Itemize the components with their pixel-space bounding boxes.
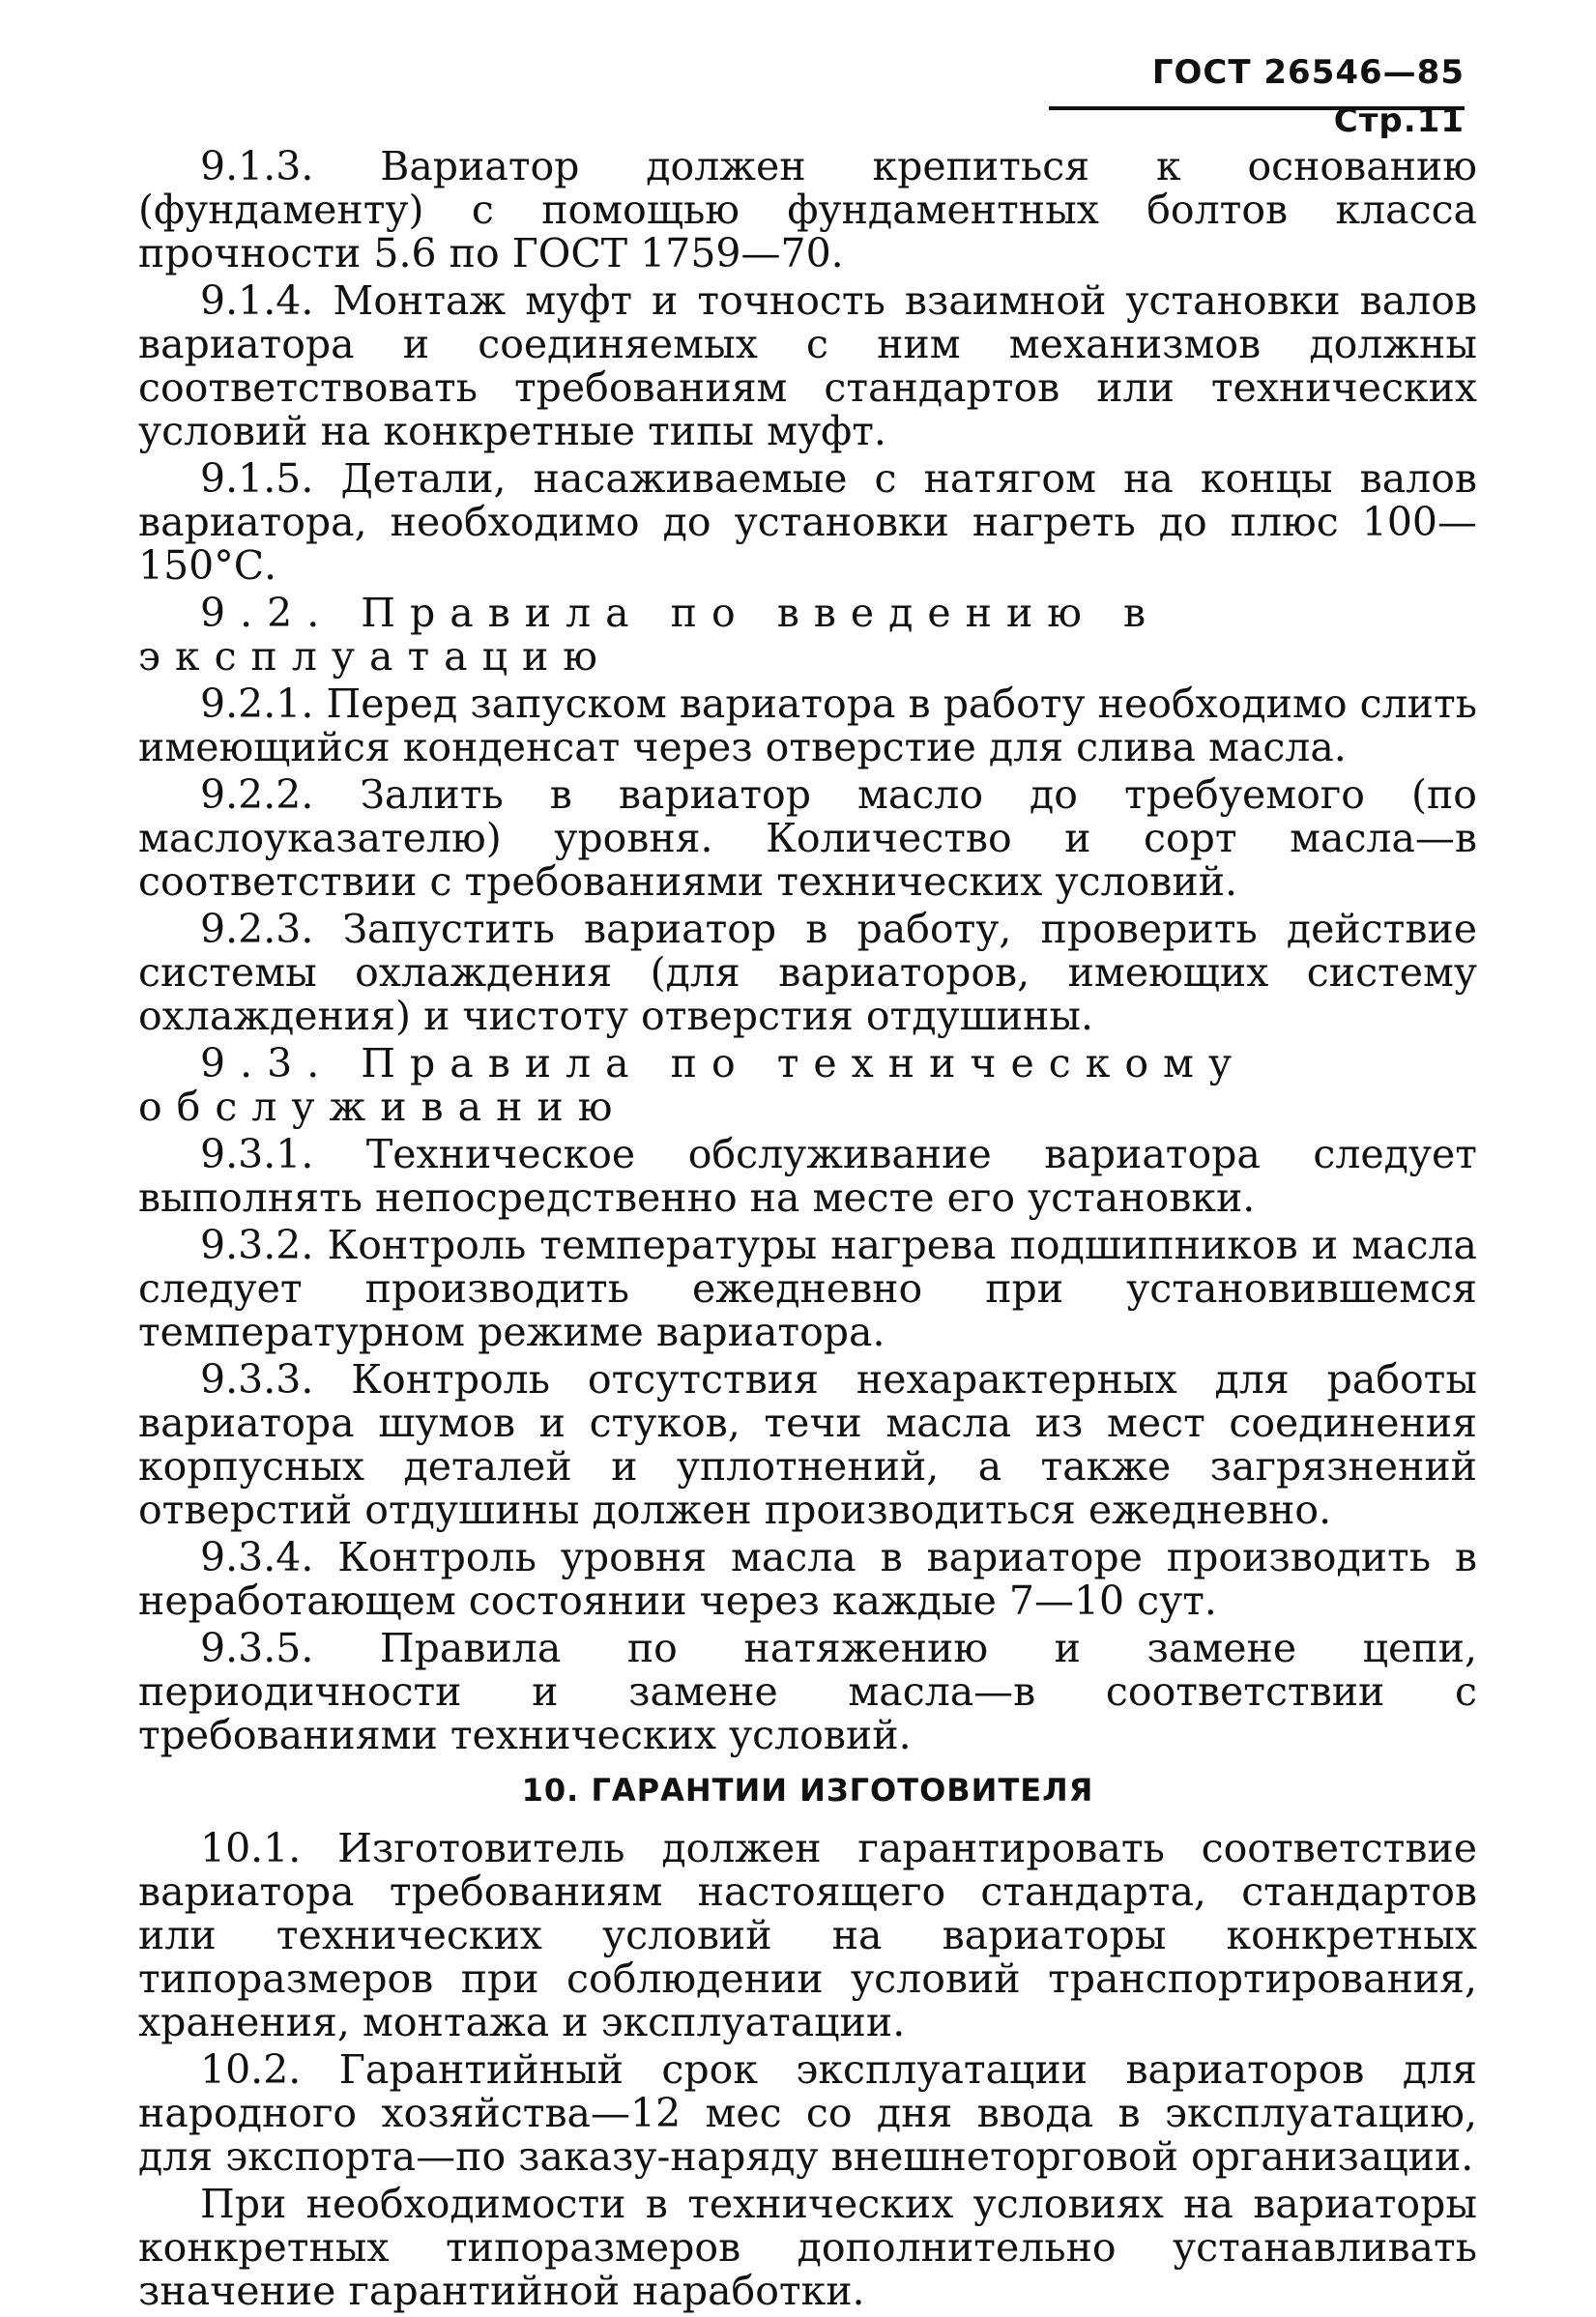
subheading-9-3: 9.3. Правила по техническому обслуживанию [138,1040,1247,1130]
running-title: ГОСТ 26546—85 Стр.11 [1151,53,1465,140]
paragraph-note: При необходимости в технических условиях на вариаторы конкретных типоразмеров дополнительно устанавливать значение гарантийной наработки. [138,2181,1477,2314]
paragraph-9-3-2: 9.3.2. Контроль температуры нагрева подшипников и масла следует производить ежедневно при установившемся температурном режиме вариатора. [138,1222,1477,1355]
paragraph-9-2-1: 9.2.1. Перед запуском вариатора в работу необходимо слить имеющийся конденсат через отверстие для слива масла. [138,681,1477,770]
paragraph-10-1: 10.1. Изготовитель должен гарантировать соответствие вариатора требованиям настоящего стандарта, стандартов или технических условий на вариаторы конкретных типоразмеров при соблюдении условий транспортирования, хранения, монтажа и эксплуатации. [138,1825,1477,2045]
subheading-9-2: 9.2. Правила по введению в эксплуатацию [138,590,1161,680]
paragraph-9-1-4: 9.1.4. Монтаж муфт и точность взаимной установки валов вариатора и соединяемых с ним механизмов должны соответствовать требованиям стандартов или технических условий на конкретные типы муфт. [138,277,1477,454]
paragraph-9-1-3: 9.1.3. Вариатор должен крепиться к основанию (фундаменту) с помощью фундаментных болтов класса прочности 5.6 по ГОСТ 1759—70. [138,143,1477,276]
paragraph-9-3-3: 9.3.3. Контроль отсутствия нехарактерных для работы вариатора шумов и стуков, течи масла из мест соединения корпусных деталей и уплотнений, а также загрязнений отверстий отдушины должен производиться ежедневно. [138,1356,1477,1533]
page-header [1049,48,1465,140]
paragraph-9-3-5: 9.3.5. Правила по натяжению и замене цепи, периодичности и замене масла—в соответствии с требованиями технических условий. [138,1625,1477,1758]
paragraph-9-3-1: 9.3.1. Техническое обслуживание вариатора следует выполнять непосредственно на месте его установки. [138,1131,1477,1221]
paragraph-10-2: 10.2. Гарантийный срок эксплуатации вариаторов для народного хозяйства—12 мес со дня ввода в эксплуатацию, для экспорта—по заказу-наряду внешнеторговой организации. [138,2046,1477,2180]
paragraph-9-1-5: 9.1.5. Детали, насаживаемые с натягом на концы валов вариатора, необходимо до установки нагреть до плюс 100—150°С. [138,455,1477,589]
paragraph-9-3-4: 9.3.4. Контроль уровня масла в вариаторе производить в неработающем состоянии через каждые 7—10 сут. [138,1534,1477,1624]
document-body [138,145,1477,2317]
paragraph-9-2-2: 9.2.2. Залить в вариатор масло до требуемого (по маслоуказателю) уровня. Количество и сорт масла—в соответствии с требованиями технических условий. [138,771,1477,905]
section-title-10: 10. ГАРАНТИИ ИЗГОТОВИТЕЛЯ [521,1772,1094,1809]
paragraph-9-2-3: 9.2.3. Запустить вариатор в работу, проверить действие системы охлаждения (для вариаторов, имеющих систему охлаждения) и чистоту отверстия отдушины. [138,906,1477,1039]
